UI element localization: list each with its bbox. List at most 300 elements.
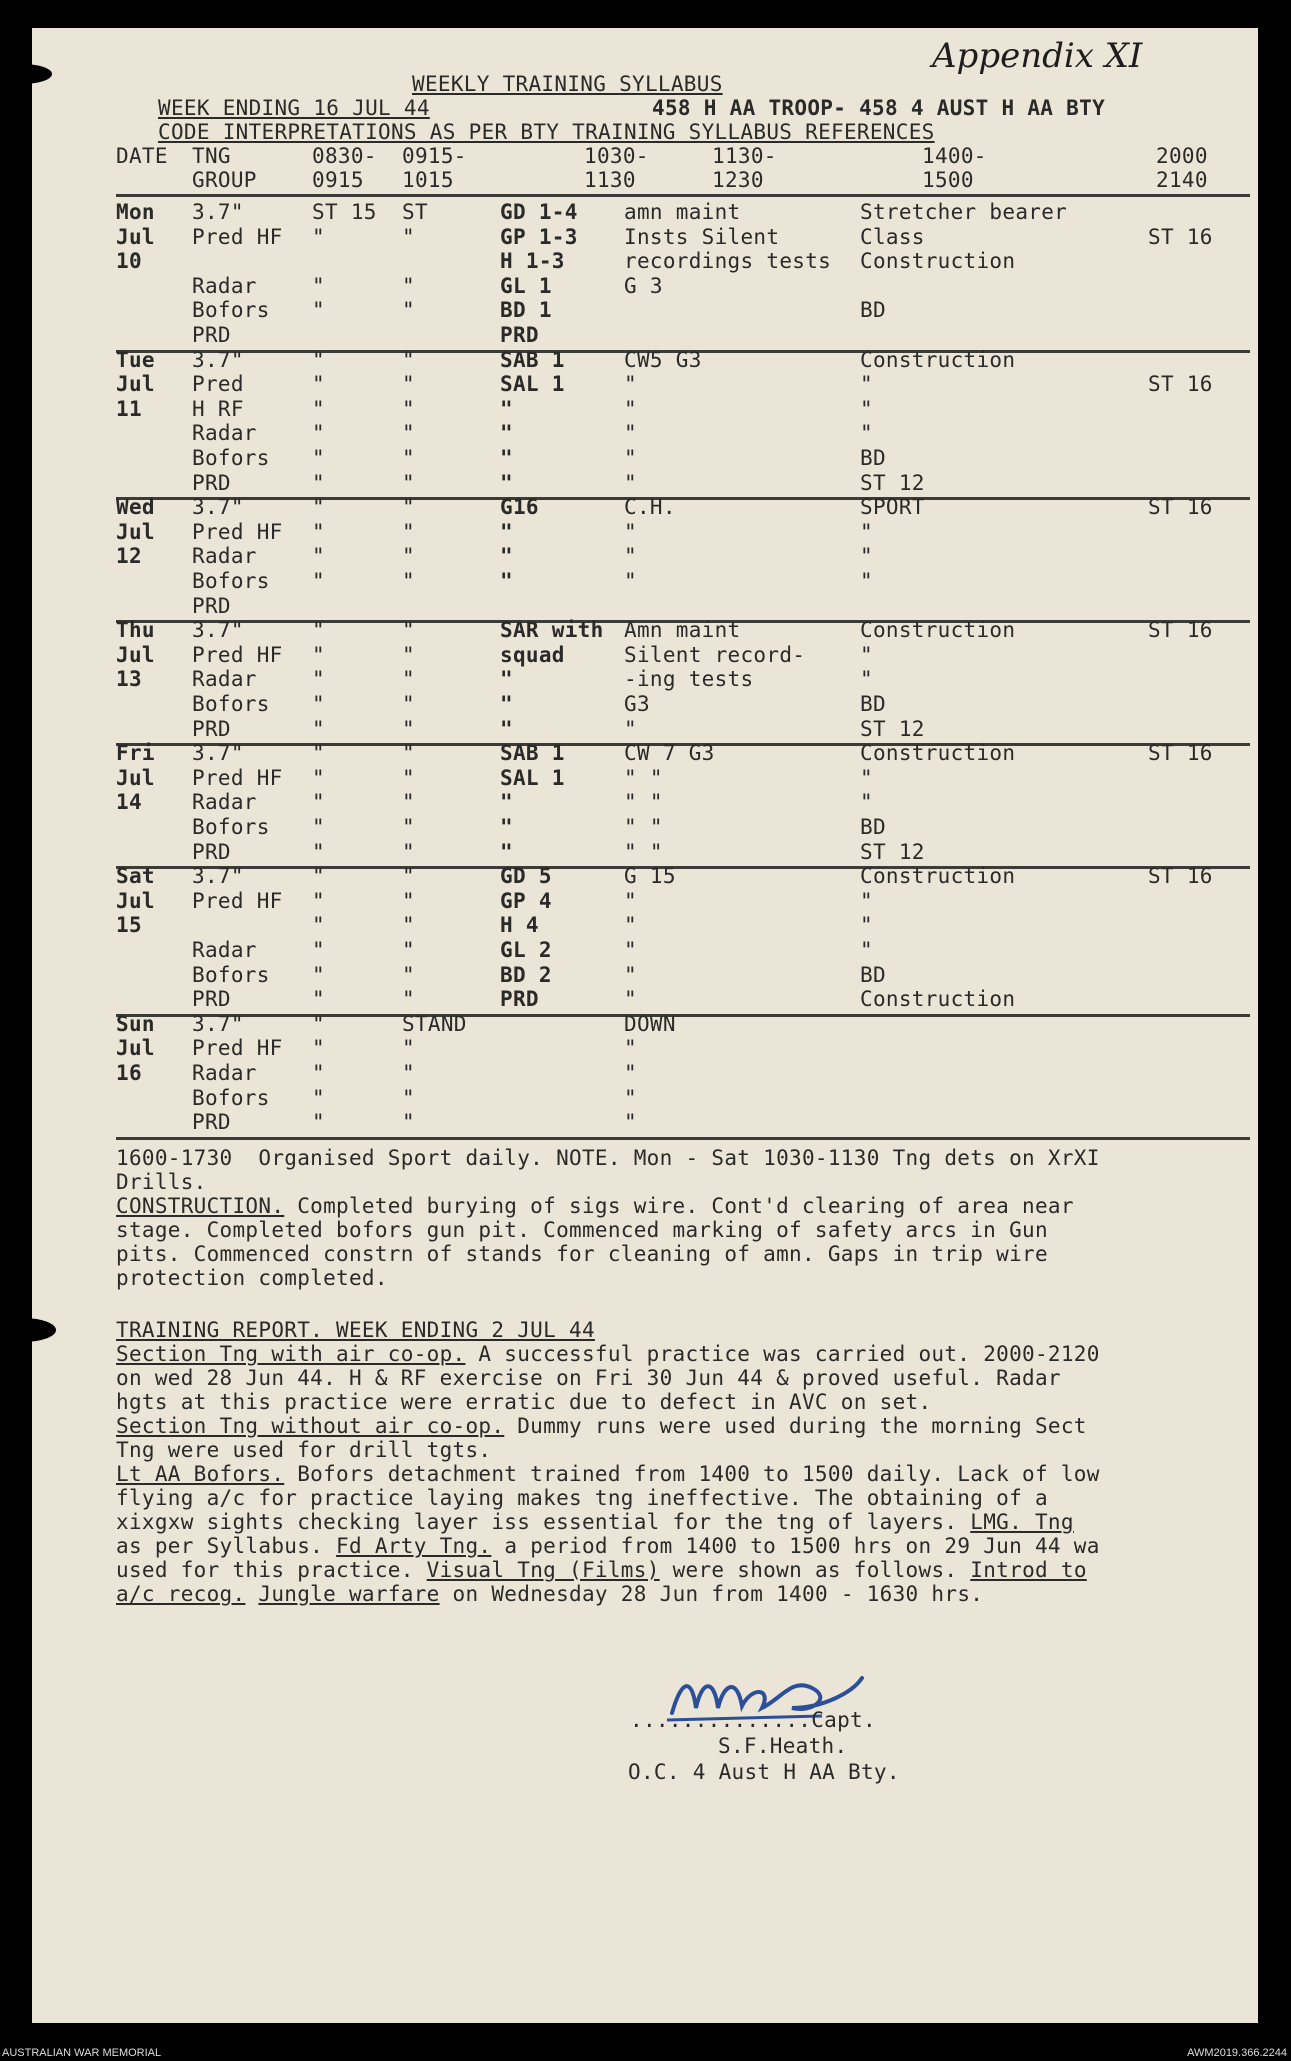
schedule-cell: "	[624, 1110, 637, 1135]
schedule-cell: "	[402, 765, 415, 790]
schedule-cell: "	[402, 839, 415, 864]
schedule-cell: "	[402, 396, 415, 421]
schedule-cell: "	[624, 569, 637, 593]
appendix-note: Appendix XI	[932, 36, 1143, 76]
schedule-cell: "	[312, 790, 325, 815]
schedule-cell: PRD	[192, 593, 231, 618]
schedule-cell: "	[500, 470, 513, 495]
schedule-cell: SPORT	[860, 495, 925, 520]
schedule-cell: "	[312, 421, 325, 446]
day-cell: Wed	[116, 495, 155, 520]
schedule-cell: "	[624, 716, 637, 741]
schedule-cell: Radar	[192, 273, 257, 298]
schedule-cell: "	[402, 938, 415, 962]
col-group: GROUP	[192, 168, 257, 192]
schedule-cell: "	[402, 519, 415, 544]
day-divider	[116, 866, 1250, 869]
schedule-cell: "	[402, 298, 415, 323]
schedule-cell: "	[860, 372, 873, 397]
schedule-cell: ST 16	[1148, 224, 1213, 249]
sport-note: 1600-1730 Organised Sport daily. NOTE. Mon - Sat 1030-1130 Tng dets on XrXI	[116, 1146, 1100, 1170]
schedule-cell: "	[500, 815, 513, 839]
schedule-cell: "	[312, 716, 325, 741]
schedule-cell: G 3	[624, 273, 663, 298]
schedule-cell: "	[312, 741, 325, 766]
schedule-cell: "	[860, 765, 873, 790]
schedule-cell: Pred HF	[192, 1036, 283, 1061]
schedule-cell: "	[402, 1110, 415, 1135]
schedule-cell: "	[402, 987, 415, 1012]
archive-credit: AUSTRALIAN WAR MEMORIAL	[2, 2047, 162, 2059]
schedule-cell: BD	[860, 298, 886, 323]
visual-tng-label: Visual Tng (Films)	[426, 1558, 660, 1582]
schedule-cell: PRD	[500, 323, 539, 347]
schedule-cell: "	[312, 913, 325, 938]
report-bofors-line-1	[116, 1462, 1100, 1487]
schedule-cell: "	[312, 495, 325, 520]
air-coop-label: Section Tng with air co-op.	[116, 1342, 466, 1366]
day-cell: Jul	[116, 642, 155, 667]
schedule-cell: BD 2	[500, 962, 552, 987]
schedule-cell: "	[402, 544, 415, 569]
schedule-cell: C.H.	[624, 495, 676, 520]
day-cell: Tue	[116, 347, 155, 372]
day-cell: 16	[116, 1061, 142, 1085]
schedule-cell: SAB 1	[500, 741, 565, 766]
col-time-6-start: 2000	[1156, 144, 1208, 168]
schedule-cell: "	[860, 642, 873, 667]
schedule-cell: "	[500, 519, 513, 544]
report-noair-line-1	[116, 1414, 1087, 1439]
schedule-cell: 3.7"	[192, 618, 244, 643]
no-air-coop-label: Section Tng without air co-op.	[116, 1414, 505, 1438]
schedule-cell: "	[312, 618, 325, 643]
schedule-cell: PRD	[192, 323, 231, 347]
schedule-cell: "	[624, 962, 637, 987]
day-cell: Thu	[116, 618, 155, 643]
schedule-cell: "	[312, 544, 325, 569]
schedule-cell: GD 1-4	[500, 200, 578, 224]
archive-reference: AWM2019.366.2244	[1187, 2047, 1287, 2059]
table-rule	[116, 194, 1250, 197]
schedule-cell: G3	[624, 692, 650, 716]
schedule-cell: "	[624, 1036, 637, 1061]
col-date: DATE	[116, 144, 168, 168]
schedule-cell: Amn maint	[624, 618, 741, 643]
schedule-cell: 3.7"	[192, 347, 244, 372]
day-cell: Jul	[116, 372, 155, 397]
schedule-cell: "	[860, 913, 873, 938]
schedule-cell: "	[500, 569, 513, 593]
report-bofors-line-2: flying a/c for practice laying makes tng ineffective. The obtaining of a	[116, 1486, 1048, 1510]
schedule-cell: G16	[500, 495, 539, 520]
schedule-cell: PRD	[192, 470, 231, 495]
construction-label: CONSTRUCTION.	[116, 1194, 285, 1218]
schedule-cell: "	[624, 1061, 637, 1085]
construction-line-1	[116, 1194, 1074, 1219]
schedule-cell: "	[402, 1061, 415, 1085]
day-cell: 10	[116, 249, 142, 274]
schedule-cell: "	[312, 372, 325, 397]
syllabus-title: WEEKLY TRAINING SYLLABUS	[412, 72, 723, 96]
schedule-cell: amn maint	[624, 200, 741, 224]
schedule-cell: GL 1	[500, 273, 552, 298]
schedule-cell: Radar	[192, 544, 257, 569]
schedule-cell: " "	[624, 765, 663, 790]
schedule-cell: "	[860, 421, 873, 446]
troop-heading: 458 H AA TROOP- 458 4 AUST H AA BTY	[652, 96, 1106, 120]
drills-note: Drills.	[116, 1170, 207, 1194]
schedule-cell: ST 12	[860, 716, 925, 741]
schedule-cell: -ing tests	[624, 667, 754, 692]
jungle-label: Jungle warfare	[258, 1582, 440, 1606]
schedule-cell: ST 16	[1148, 741, 1213, 766]
col-time-5-end: 1500	[922, 168, 974, 192]
schedule-cell: Radar	[192, 1061, 257, 1085]
schedule-cell: Pred HF	[192, 519, 283, 544]
lmg-label: LMG. Tng	[970, 1510, 1074, 1534]
schedule-cell: Bofors	[192, 962, 270, 987]
schedule-cell: "	[312, 298, 325, 323]
schedule-cell: "	[312, 519, 325, 544]
schedule-cell: H 1-3	[500, 249, 565, 274]
construction-line-2: stage. Completed bofors gun pit. Commenced marking of safety arcs in Gun	[116, 1218, 1048, 1242]
schedule-cell: "	[860, 396, 873, 421]
schedule-cell: " "	[624, 815, 663, 839]
schedule-cell: BD	[860, 446, 886, 470]
schedule-cell: "	[402, 470, 415, 495]
schedule-cell: 3.7"	[192, 495, 244, 520]
schedule-cell: Bofors	[192, 569, 270, 593]
report-air-line-1	[116, 1342, 1100, 1367]
schedule-cell: "	[624, 421, 637, 446]
schedule-cell: "	[312, 642, 325, 667]
schedule-cell: BD	[860, 815, 886, 839]
report-air-line-2: on wed 28 Jun 44. H & RF exercise on Fri 30 Jun 44 & proved useful. Radar	[116, 1366, 1061, 1390]
schedule-cell: "	[624, 396, 637, 421]
visual-tng-text: were shown as follows.	[659, 1558, 958, 1582]
schedule-cell: "	[624, 446, 637, 470]
schedule-cell: H RF	[192, 396, 244, 421]
report-bofors-line-3	[116, 1510, 1074, 1535]
schedule-cell: PRD	[192, 1110, 231, 1135]
schedule-cell: "	[500, 790, 513, 815]
schedule-cell: GD 5	[500, 864, 552, 889]
schedule-cell: Construction	[860, 618, 1016, 643]
schedule-cell: "	[500, 692, 513, 716]
day-cell: Jul	[116, 224, 155, 249]
schedule-cell: "	[624, 938, 637, 962]
schedule-cell: Pred HF	[192, 765, 283, 790]
schedule-cell: "	[312, 864, 325, 889]
schedule-cell: 3.7"	[192, 200, 244, 224]
schedule-cell: Radar	[192, 938, 257, 962]
day-cell: Jul	[116, 519, 155, 544]
schedule-cell: BD	[860, 692, 886, 716]
schedule-cell: "	[312, 1011, 325, 1036]
day-cell: Fri	[116, 741, 155, 766]
staple-tear	[0, 1318, 56, 1342]
schedule-cell: DOWN	[624, 1011, 676, 1036]
schedule-cell: 3.7"	[192, 864, 244, 889]
schedule-cell: "	[402, 962, 415, 987]
fd-arty-text: a period from 1400 to 1500 hrs on 29 Jun 44 wa	[491, 1534, 1100, 1558]
code-note: CODE INTERPRETATIONS AS PER BTY TRAINING SYLLABUS REFERENCES	[158, 120, 935, 144]
schedule-cell: ST 12	[860, 470, 925, 495]
schedule-cell: "	[624, 519, 637, 544]
schedule-cell: Radar	[192, 421, 257, 446]
col-time-5-start: 1400-	[922, 144, 987, 168]
construction-text-1: Completed burying of sigs wire. Cont'd clearing of area near	[284, 1194, 1074, 1218]
schedule-cell: "	[860, 888, 873, 913]
schedule-cell: "	[624, 470, 637, 495]
fd-arty-label: Fd Arty Tng.	[336, 1534, 492, 1558]
schedule-cell: "	[624, 987, 637, 1012]
schedule-cell: "	[500, 716, 513, 741]
schedule-cell: "	[312, 1085, 325, 1110]
schedule-cell: "	[860, 544, 873, 569]
schedule-cell: ST 16	[1148, 618, 1213, 643]
schedule-cell: "	[624, 1085, 637, 1110]
schedule-cell: "	[312, 470, 325, 495]
schedule-cell: Class	[860, 224, 925, 249]
introd-label: Introd to	[970, 1558, 1087, 1582]
schedule-cell: Radar	[192, 667, 257, 692]
bofors-text-1: Bofors detachment trained from 1400 to 1500 daily. Lack of low	[284, 1462, 1100, 1486]
schedule-cell: "	[860, 667, 873, 692]
schedule-cell: "	[312, 1110, 325, 1135]
col-time-4-end: 1230	[712, 168, 764, 192]
schedule-cell: "	[402, 741, 415, 766]
day-divider	[116, 497, 1250, 500]
schedule-cell: BD 1	[500, 298, 552, 323]
schedule-cell: Construction	[860, 249, 1016, 274]
schedule-cell: 3.7"	[192, 741, 244, 766]
schedule-cell: GP 1-3	[500, 224, 578, 249]
col-time-2-end: 1015	[402, 168, 454, 192]
schedule-cell: "	[402, 667, 415, 692]
day-cell: 15	[116, 913, 142, 938]
schedule-cell: Bofors	[192, 446, 270, 470]
schedule-cell: SAB 1	[500, 347, 565, 372]
week-ending: WEEK ENDING 16 JUL 44	[158, 96, 430, 120]
signoff-role: O.C. 4 Aust H AA Bty.	[628, 1760, 900, 1784]
schedule-cell: CW 7 G3	[624, 741, 715, 766]
schedule-cell: "	[500, 544, 513, 569]
schedule-cell: "	[402, 913, 415, 938]
schedule-cell: PRD	[192, 716, 231, 741]
schedule-cell: Pred HF	[192, 888, 283, 913]
schedule-cell: Bofors	[192, 815, 270, 839]
col-time-6-end: 2140	[1156, 168, 1208, 192]
schedule-cell: Bofors	[192, 298, 270, 323]
air-coop-text: A successful practice was carried out. 2000-2120	[465, 1342, 1100, 1366]
schedule-cell: STAND	[402, 1011, 467, 1036]
no-air-coop-text: Dummy runs were used during the morning Sect	[504, 1414, 1087, 1438]
schedule-cell: SAR with	[500, 618, 604, 643]
schedule-cell: "	[860, 569, 873, 593]
day-cell: Jul	[116, 888, 155, 913]
schedule-cell: "	[312, 839, 325, 864]
col-time-3-start: 1030-	[584, 144, 649, 168]
schedule-cell: PRD	[192, 987, 231, 1012]
schedule-cell: ST 16	[1148, 495, 1213, 520]
report-air-line-3: hgts at this practice were erratic due to defect in AVC on set.	[116, 1390, 932, 1414]
schedule-cell: SAL 1	[500, 765, 565, 790]
schedule-cell: "	[624, 888, 637, 913]
signoff-line: ..............Capt.	[630, 1708, 876, 1732]
day-cell: 12	[116, 544, 142, 569]
report-jungle-line	[116, 1582, 983, 1607]
schedule-cell: Pred	[192, 372, 244, 397]
schedule-cell: ST 16	[1148, 864, 1213, 889]
schedule-cell: GP 4	[500, 888, 552, 913]
schedule-cell: "	[624, 913, 637, 938]
lmg-text: as per Syllabus.	[116, 1534, 324, 1558]
report-fd-line-1	[116, 1534, 1100, 1559]
schedule-cell: GL 2	[500, 938, 552, 962]
day-divider	[116, 1014, 1250, 1017]
schedule-cell: "	[312, 396, 325, 421]
day-cell: Jul	[116, 1036, 155, 1061]
day-cell: 14	[116, 790, 142, 815]
schedule-cell: "	[312, 224, 325, 249]
fd-arty-text-2: used for this practice.	[116, 1558, 414, 1582]
day-cell: Sun	[116, 1011, 155, 1036]
schedule-cell: "	[402, 224, 415, 249]
schedule-cell: "	[312, 962, 325, 987]
schedule-cell: "	[624, 544, 637, 569]
schedule-cell: "	[402, 815, 415, 839]
schedule-cell: PRD	[500, 987, 539, 1012]
schedule-cell: "	[312, 987, 325, 1012]
schedule-cell: recordings tests	[624, 249, 832, 274]
schedule-cell: "	[312, 1061, 325, 1085]
schedule-cell: "	[402, 888, 415, 913]
report-noair-line-2: Tng were used for drill tgts.	[116, 1438, 492, 1462]
col-time-1-end: 0915	[312, 168, 364, 192]
construction-line-3: pits. Commenced constrn of stands for cleaning of amn. Gaps in trip wire	[116, 1242, 1048, 1266]
schedule-cell: "	[312, 888, 325, 913]
col-time-1-start: 0830-	[312, 144, 377, 168]
construction-line-4: protection completed.	[116, 1266, 388, 1290]
schedule-cell: "	[500, 421, 513, 446]
bofors-label: Lt AA Bofors.	[116, 1462, 285, 1486]
schedule-cell: "	[402, 273, 415, 298]
schedule-cell: "	[402, 692, 415, 716]
day-cell: Mon	[116, 200, 155, 224]
schedule-cell: "	[500, 667, 513, 692]
day-cell: 13	[116, 667, 142, 692]
schedule-cell: "	[500, 839, 513, 864]
schedule-cell: "	[402, 569, 415, 593]
schedule-cell: "	[402, 790, 415, 815]
schedule-cell: "	[402, 495, 415, 520]
schedule-cell: BD	[860, 962, 886, 987]
schedule-cell: "	[312, 273, 325, 298]
recog-label: a/c recog.	[116, 1582, 246, 1606]
schedule-cell: Silent record-	[624, 642, 806, 667]
table-bottom-rule	[116, 1137, 1250, 1140]
schedule-cell: H 4	[500, 913, 539, 938]
schedule-cell: "	[402, 864, 415, 889]
schedule-cell: "	[402, 716, 415, 741]
schedule-cell: ST 15	[312, 200, 377, 224]
schedule-cell: squad	[500, 642, 565, 667]
schedule-cell: "	[312, 938, 325, 962]
day-cell: 11	[116, 396, 142, 421]
bofors-text-3: xixgxw sights checking layer iss essential for the tng of layers.	[116, 1510, 958, 1534]
schedule-cell: Construction	[860, 987, 1016, 1012]
schedule-cell: Bofors	[192, 1085, 270, 1110]
schedule-cell: "	[500, 396, 513, 421]
schedule-cell: "	[402, 421, 415, 446]
col-tng: TNG	[192, 144, 231, 168]
schedule-cell: "	[402, 347, 415, 372]
staple-tear	[0, 64, 52, 84]
schedule-cell: "	[402, 642, 415, 667]
schedule-cell: CW5 G3	[624, 347, 702, 372]
schedule-cell: Bofors	[192, 692, 270, 716]
schedule-cell: Construction	[860, 864, 1016, 889]
schedule-cell: Stretcher bearer	[860, 200, 1068, 224]
schedule-cell: "	[312, 667, 325, 692]
schedule-cell: Construction	[860, 741, 1016, 766]
jungle-text: on Wednesday 28 Jun from 1400 - 1630 hrs.	[439, 1582, 984, 1606]
schedule-cell: SAL 1	[500, 372, 565, 397]
schedule-cell: " "	[624, 790, 663, 815]
schedule-cell: "	[500, 446, 513, 470]
report-fd-line-2	[116, 1558, 1087, 1583]
schedule-cell: "	[312, 815, 325, 839]
schedule-cell: "	[402, 618, 415, 643]
schedule-cell: PRD	[192, 839, 231, 864]
schedule-cell: "	[312, 446, 325, 470]
schedule-cell: "	[402, 372, 415, 397]
schedule-cell: Insts Silent	[624, 224, 780, 249]
schedule-cell: "	[312, 1036, 325, 1061]
schedule-cell: 3.7"	[192, 1011, 244, 1036]
schedule-cell: ST 12	[860, 839, 925, 864]
day-cell: Sat	[116, 864, 155, 889]
signoff-name: S.F.Heath.	[718, 1734, 848, 1758]
schedule-cell: "	[312, 765, 325, 790]
schedule-cell: "	[860, 519, 873, 544]
col-time-3-end: 1130	[584, 168, 636, 192]
schedule-cell: "	[402, 446, 415, 470]
schedule-cell: Pred HF	[192, 642, 283, 667]
schedule-cell: "	[312, 692, 325, 716]
day-cell: Jul	[116, 765, 155, 790]
training-report-heading: TRAINING REPORT. WEEK ENDING 2 JUL 44	[116, 1318, 595, 1342]
schedule-cell: ST 16	[1148, 372, 1213, 397]
schedule-cell: "	[860, 938, 873, 962]
schedule-cell: ST	[402, 200, 428, 224]
document-page	[32, 28, 1258, 2023]
schedule-cell: " "	[624, 839, 663, 864]
schedule-cell: "	[312, 569, 325, 593]
schedule-cell: Radar	[192, 790, 257, 815]
schedule-cell: "	[860, 790, 873, 815]
schedule-cell: Pred HF	[192, 224, 283, 249]
schedule-cell: "	[312, 347, 325, 372]
col-time-2-start: 0915-	[402, 144, 467, 168]
schedule-cell: "	[402, 1036, 415, 1061]
schedule-cell: "	[624, 372, 637, 397]
schedule-cell: "	[402, 1085, 415, 1110]
schedule-cell: G 15	[624, 864, 676, 889]
col-time-4-start: 1130-	[712, 144, 777, 168]
